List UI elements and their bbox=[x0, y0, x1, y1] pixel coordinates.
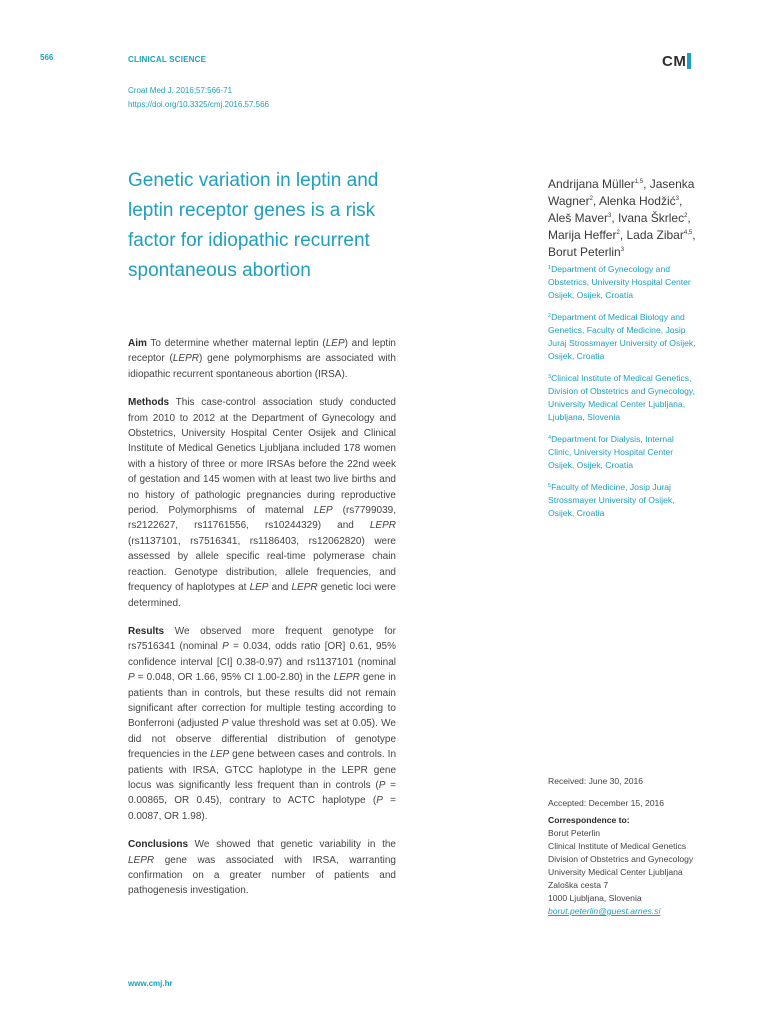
citation-block bbox=[128, 84, 269, 112]
affiliation bbox=[548, 372, 698, 424]
abstract-methods bbox=[128, 395, 396, 611]
received-date: Received: June 30, 2016 bbox=[548, 776, 644, 786]
author-name: Aleš Maver bbox=[548, 211, 609, 225]
author-name: Alenka Hodžić bbox=[598, 194, 676, 208]
text-segment: We observed more frequent genotype for rs7516341 (nominal bbox=[128, 625, 396, 653]
author-name: Lada Zibar bbox=[626, 228, 684, 242]
italic-term: P bbox=[221, 718, 229, 730]
italic-term: LEPR bbox=[333, 672, 360, 684]
correspondence bbox=[548, 814, 708, 918]
italic-term: P bbox=[222, 641, 229, 653]
author-name: Ivana Škrlec bbox=[618, 211, 685, 225]
abstract-aim bbox=[128, 336, 396, 382]
aim-label: Aim bbox=[128, 338, 147, 349]
affiliation bbox=[548, 481, 698, 520]
results-text bbox=[128, 626, 396, 822]
affiliation-number: 5 bbox=[548, 483, 552, 489]
journal-logo bbox=[662, 53, 691, 70]
methods-label: Methods bbox=[128, 397, 170, 409]
doi-link[interactable]: https://doi.org/10.3325/cmj.2016.57.566 bbox=[128, 100, 269, 109]
author-name: Andrijana Müller bbox=[548, 177, 635, 191]
author bbox=[599, 194, 679, 208]
page-number: 566 bbox=[40, 53, 54, 62]
section-label: CLINICAL SCIENCE bbox=[128, 55, 207, 64]
italic-term: LEPR bbox=[172, 353, 199, 365]
text-segment: gene in patients than in controls, but these results did not remain significant after correction for multiple testing according to Bonferroni (adjusted bbox=[128, 672, 396, 730]
logo-bar bbox=[687, 53, 691, 69]
affiliation-number: 2 bbox=[548, 313, 552, 319]
italic-term: LEPR bbox=[291, 582, 318, 594]
author-affiliation-ref: 3 bbox=[620, 247, 625, 253]
author-affiliation-ref: 2 bbox=[616, 230, 620, 236]
abstract-conclusions bbox=[128, 837, 396, 899]
conclusions-label: Conclusions bbox=[128, 839, 189, 851]
author bbox=[548, 228, 620, 242]
italic-term: P bbox=[376, 795, 383, 807]
article-title: Genetic variation in leptin and leptin receptor genes is a risk factor for idiopathic recurrent spontaneous abortion bbox=[128, 170, 379, 281]
text-segment: genetic loci were determined. bbox=[128, 582, 396, 609]
text-segment: We showed that genetic variability in the bbox=[188, 839, 396, 851]
text-segment: = 0.0087, OR 1.98). bbox=[128, 795, 396, 822]
results-label: Results bbox=[128, 625, 165, 637]
author-affiliation-ref: 2 bbox=[589, 196, 593, 202]
author bbox=[548, 245, 624, 259]
italic-term: LEP bbox=[313, 505, 333, 517]
affiliation-text: Clinical Institute of Medical Genetics, Division of Obstetrics and Gynecology, University Medical Center Ljubljana, Ljubljana, Slovenia bbox=[548, 373, 695, 422]
text-segment: = 0.034, odds ratio [OR] 0.61, 95% confidence interval [CI] 0.38-0.97) and rs1137101 (nominal bbox=[128, 641, 397, 668]
affiliation-number: 1 bbox=[548, 265, 552, 271]
affiliation-text: Department of Gynecology and Obstetrics, University Hospital Center Osijek, Osijek, Croatia bbox=[548, 264, 691, 300]
abstract-results bbox=[128, 624, 396, 824]
affiliation-number: 4 bbox=[548, 435, 552, 441]
correspondence-address bbox=[548, 827, 708, 905]
author-affiliation-ref: 1,5 bbox=[634, 179, 644, 185]
author-affiliation-ref: 2 bbox=[684, 213, 688, 219]
italic-term: P bbox=[378, 779, 386, 791]
affiliation-text: Department for Dialysis, Internal Clinic, University Hospital Center Osijek, Osijek, Croatia bbox=[548, 434, 674, 470]
text-segment: ) and leptin receptor ( bbox=[128, 338, 396, 365]
citation: Croat Med J. 2016;57:566-71 bbox=[128, 86, 233, 95]
affiliation-number: 3 bbox=[548, 374, 552, 380]
correspondence-line: Zaloška cesta 7 bbox=[548, 880, 609, 890]
logo-text: CM bbox=[662, 53, 687, 70]
correspondence-email[interactable]: borut.peterlin@guest.arnes.si bbox=[548, 906, 661, 916]
author-name: Borut Peterlin bbox=[548, 245, 621, 259]
italic-term: P bbox=[128, 672, 135, 684]
text-segment: gene between cases and controls. In patients with IRSA, GTCC haplotype in the LEPR gene locus was significantly less frequent than in controls ( bbox=[128, 749, 397, 791]
affiliation bbox=[548, 263, 698, 302]
italic-term: LEP bbox=[249, 582, 269, 594]
author-affiliation-ref: 3 bbox=[675, 196, 679, 202]
text-segment: gene was associated with IRSA, warranting confirmation on a greater number of patients and pathogenesis investigation. bbox=[128, 854, 396, 897]
accepted-date: Accepted: December 15, 2016 bbox=[548, 798, 665, 808]
text-segment: This case-control association study conducted from 2010 to 2012 at the Department of Gynecology and Obstetrics, University Hospital Center Osijek and Clinical Institute of Medical Genetics Ljubljana included 178 women with a history of three or more IRSAs before the 22nd week of gestation and 145 women with at least two live births and no history of pathologic pregnancies during reproductive period. Polymorphisms of maternal bbox=[128, 397, 396, 517]
italic-term: LEP bbox=[210, 749, 230, 761]
abstract bbox=[128, 336, 396, 912]
author-name: Marija Heffer bbox=[548, 228, 617, 242]
affiliation bbox=[548, 311, 698, 363]
italic-term: LEPR bbox=[369, 520, 396, 532]
author bbox=[548, 177, 643, 191]
author-name: Jasenka Wagner bbox=[548, 177, 695, 208]
affiliation bbox=[548, 433, 698, 472]
correspondence-line: University Medical Center Ljubljana bbox=[548, 867, 683, 877]
author bbox=[548, 211, 611, 225]
text-segment: value threshold was set at 0.05). We did not observe differential distribution of genotype frequencies in the bbox=[128, 718, 396, 761]
author-affiliation-ref: 3 bbox=[608, 213, 612, 219]
affiliation-list bbox=[548, 263, 698, 529]
author bbox=[626, 228, 692, 242]
methods-text bbox=[128, 397, 396, 608]
author-list: Andrijana Müller$^{1,5}$, Jasenka Wagner$^2$, Alenka Hodžić$^3$, Aleš Maver$^3$, Ivana Škrlec$^2$, Marija Heffer$^2$, Lada Zibar$^{4,5}$, Borut Peterlin$^3$ bbox=[548, 177, 696, 259]
author-affiliation-ref: 4,5 bbox=[683, 230, 693, 236]
aim-text bbox=[128, 338, 396, 380]
text-segment: To determine whether maternal leptin ( bbox=[146, 338, 326, 349]
text-segment: and bbox=[268, 582, 292, 594]
correspondence-line: Clinical Institute of Medical Genetics bbox=[548, 841, 687, 851]
affiliation-text: Faculty of Medicine, Josip Juraj Strossmayer University of Osijek, Osijek, Croatia bbox=[548, 482, 675, 518]
correspondence-line: 1000 Ljubljana, Slovenia bbox=[548, 893, 642, 903]
correspondence-line: Borut Peterlin bbox=[548, 828, 601, 838]
italic-term: LEP bbox=[325, 338, 345, 349]
italic-term: LEPR bbox=[128, 854, 155, 866]
article-dates bbox=[548, 775, 664, 819]
text-segment: (rs7799039, rs2122627, rs11761556, rs10244329) and bbox=[128, 505, 396, 532]
text-segment: ) gene polymorphisms are associated with idiopathic recurrent spontaneous abortion (IRSA). bbox=[128, 353, 396, 380]
correspondence-line: Division of Obstetrics and Gynecology bbox=[548, 854, 694, 864]
author bbox=[618, 211, 687, 225]
footer-url[interactable]: www.cmj.hr bbox=[128, 979, 173, 988]
text-segment: = 0.00865, OR 0.45), contrary to ACTC haplotype ( bbox=[128, 779, 396, 807]
text-segment: = 0.048, OR 1.66, 95% CI 1.00-2.80) in the bbox=[134, 672, 334, 684]
affiliation-text: Department of Medical Biology and Genetics, Faculty of Medicine, Josip Juraj Strossmayer University of Osijek, Osijek, Croatia bbox=[548, 312, 696, 361]
correspondence-label: Correspondence to: bbox=[548, 815, 630, 825]
text-segment: (rs1137101, rs7516341, rs1186403, rs12062820) were assessed by allele specific real-time polymerase chain reaction. Genotype distribution, allele frequencies, and frequency of haplotypes at bbox=[128, 535, 396, 594]
